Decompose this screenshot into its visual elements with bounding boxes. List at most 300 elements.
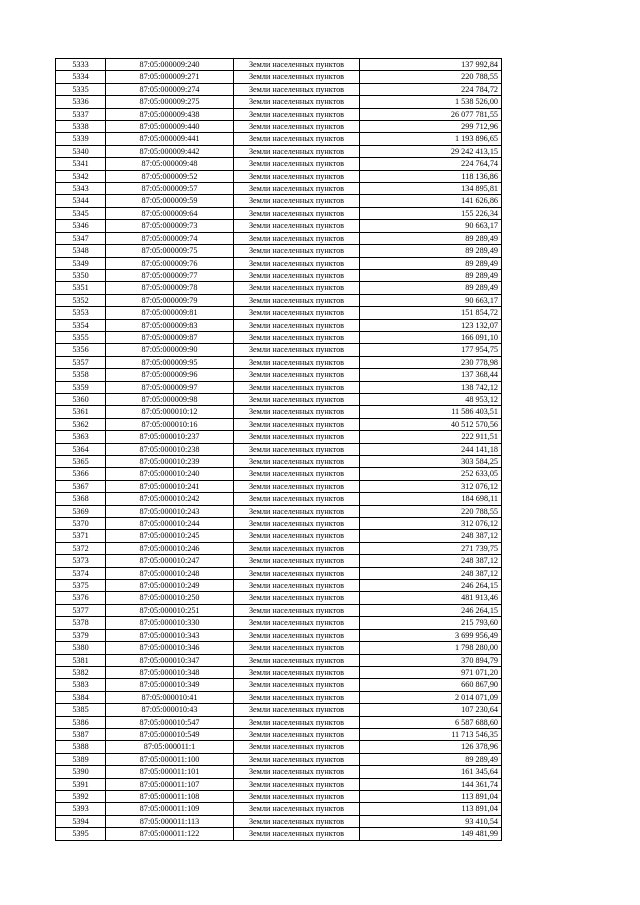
table-row bbox=[56, 183, 502, 195]
row-number-cell: 5365 bbox=[56, 456, 106, 468]
cadastral-number-cell: 87:05:000009:81 bbox=[106, 307, 234, 319]
cadastral-value-cell: 89 289,49 bbox=[360, 257, 502, 269]
land-category-cell: Земли населенных пунктов bbox=[234, 679, 360, 691]
land-category-cell: Земли населенных пунктов bbox=[234, 443, 360, 455]
table-row bbox=[56, 406, 502, 418]
land-category-cell: Земли населенных пунктов bbox=[234, 331, 360, 343]
cadastral-value-cell: 246 264,15 bbox=[360, 580, 502, 592]
table-row bbox=[56, 307, 502, 319]
table-row bbox=[56, 493, 502, 505]
row-number-cell: 5390 bbox=[56, 766, 106, 778]
cadastral-number-cell: 87:05:000009:97 bbox=[106, 381, 234, 393]
row-number-cell: 5373 bbox=[56, 555, 106, 567]
cadastral-number-cell: 87:05:000011:107 bbox=[106, 778, 234, 790]
cadastral-number-cell: 87:05:000009:76 bbox=[106, 257, 234, 269]
row-number-cell: 5343 bbox=[56, 183, 106, 195]
row-number-cell: 5353 bbox=[56, 307, 106, 319]
cadastral-number-cell: 87:05:000010:251 bbox=[106, 604, 234, 616]
land-category-cell: Земли населенных пунктов bbox=[234, 766, 360, 778]
cadastral-value-cell: 481 913,46 bbox=[360, 592, 502, 604]
cadastral-number-cell: 87:05:000011:108 bbox=[106, 790, 234, 802]
row-number-cell: 5348 bbox=[56, 245, 106, 257]
row-number-cell: 5352 bbox=[56, 294, 106, 306]
cadastral-value-cell: 11 586 403,51 bbox=[360, 406, 502, 418]
row-number-cell: 5382 bbox=[56, 666, 106, 678]
cadastral-number-cell: 87:05:000010:242 bbox=[106, 493, 234, 505]
table-row bbox=[56, 741, 502, 753]
cadastral-number-cell: 87:05:000009:74 bbox=[106, 232, 234, 244]
table-row bbox=[56, 666, 502, 678]
cadastral-number-cell: 87:05:000010:348 bbox=[106, 666, 234, 678]
table-row bbox=[56, 381, 502, 393]
row-number-cell: 5335 bbox=[56, 83, 106, 95]
cadastral-value-cell: 89 289,49 bbox=[360, 232, 502, 244]
land-category-cell: Земли населенных пунктов bbox=[234, 393, 360, 405]
land-category-cell: Земли населенных пунктов bbox=[234, 418, 360, 430]
row-number-cell: 5334 bbox=[56, 71, 106, 83]
cadastral-value-cell: 90 663,17 bbox=[360, 294, 502, 306]
table-row bbox=[56, 766, 502, 778]
table-row bbox=[56, 828, 502, 840]
cadastral-value-cell: 155 226,34 bbox=[360, 207, 502, 219]
table-row bbox=[56, 456, 502, 468]
row-number-cell: 5340 bbox=[56, 145, 106, 157]
land-category-cell: Земли населенных пунктов bbox=[234, 145, 360, 157]
row-number-cell: 5344 bbox=[56, 195, 106, 207]
cadastral-value-cell: 11 713 546,35 bbox=[360, 728, 502, 740]
row-number-cell: 5370 bbox=[56, 518, 106, 530]
cadastral-value-cell: 89 289,49 bbox=[360, 753, 502, 765]
land-category-cell: Земли населенных пунктов bbox=[234, 493, 360, 505]
cadastral-value-cell: 90 663,17 bbox=[360, 220, 502, 232]
table-row bbox=[56, 133, 502, 145]
row-number-cell: 5336 bbox=[56, 96, 106, 108]
row-number-cell: 5341 bbox=[56, 158, 106, 170]
table-row bbox=[56, 654, 502, 666]
land-category-cell: Земли населенных пунктов bbox=[234, 704, 360, 716]
cadastral-value-cell: 224 784,72 bbox=[360, 83, 502, 95]
cadastral-value-cell: 6 587 688,60 bbox=[360, 716, 502, 728]
cadastral-value-cell: 312 076,12 bbox=[360, 480, 502, 492]
cadastral-value-cell: 248 387,12 bbox=[360, 530, 502, 542]
cadastral-number-cell: 87:05:000009:59 bbox=[106, 195, 234, 207]
row-number-cell: 5394 bbox=[56, 815, 106, 827]
cadastral-number-cell: 87:05:000010:247 bbox=[106, 555, 234, 567]
cadastral-value-cell: 248 387,12 bbox=[360, 567, 502, 579]
land-category-cell: Земли населенных пунктов bbox=[234, 158, 360, 170]
table-row bbox=[56, 778, 502, 790]
table-row bbox=[56, 555, 502, 567]
table-row bbox=[56, 580, 502, 592]
table-row bbox=[56, 96, 502, 108]
row-number-cell: 5357 bbox=[56, 356, 106, 368]
table-row bbox=[56, 728, 502, 740]
cadastral-value-cell: 220 788,55 bbox=[360, 505, 502, 517]
cadastral-value-cell: 215 793,60 bbox=[360, 617, 502, 629]
cadastral-value-cell: 149 481,99 bbox=[360, 828, 502, 840]
cadastral-number-cell: 87:05:000009:95 bbox=[106, 356, 234, 368]
land-category-cell: Земли населенных пунктов bbox=[234, 369, 360, 381]
cadastral-number-cell: 87:05:000010:349 bbox=[106, 679, 234, 691]
land-category-cell: Земли населенных пунктов bbox=[234, 356, 360, 368]
land-category-cell: Земли населенных пунктов bbox=[234, 59, 360, 71]
row-number-cell: 5350 bbox=[56, 269, 106, 281]
cadastral-number-cell: 87:05:000011:122 bbox=[106, 828, 234, 840]
table-row bbox=[56, 604, 502, 616]
land-category-cell: Земли населенных пунктов bbox=[234, 592, 360, 604]
cadastral-number-cell: 87:05:000011:113 bbox=[106, 815, 234, 827]
table-row bbox=[56, 108, 502, 120]
row-number-cell: 5354 bbox=[56, 319, 106, 331]
land-category-cell: Земли населенных пунктов bbox=[234, 207, 360, 219]
row-number-cell: 5355 bbox=[56, 331, 106, 343]
cadastral-value-cell: 312 076,12 bbox=[360, 518, 502, 530]
table-row bbox=[56, 691, 502, 703]
table-row bbox=[56, 356, 502, 368]
land-category-cell: Земли населенных пунктов bbox=[234, 505, 360, 517]
land-category-cell: Земли населенных пунктов bbox=[234, 691, 360, 703]
cadastral-number-cell: 87:05:000011:1 bbox=[106, 741, 234, 753]
cadastral-value-cell: 271 739,75 bbox=[360, 542, 502, 554]
table-row bbox=[56, 245, 502, 257]
table-row bbox=[56, 567, 502, 579]
land-category-cell: Земли населенных пунктов bbox=[234, 728, 360, 740]
row-number-cell: 5376 bbox=[56, 592, 106, 604]
cadastral-number-cell: 87:05:000009:274 bbox=[106, 83, 234, 95]
cadastral-number-cell: 87:05:000009:75 bbox=[106, 245, 234, 257]
table-row bbox=[56, 257, 502, 269]
row-number-cell: 5342 bbox=[56, 170, 106, 182]
land-category-cell: Земли населенных пунктов bbox=[234, 567, 360, 579]
cadastral-value-cell: 126 378,96 bbox=[360, 741, 502, 753]
row-number-cell: 5392 bbox=[56, 790, 106, 802]
table-row bbox=[56, 294, 502, 306]
land-category-cell: Земли населенных пунктов bbox=[234, 642, 360, 654]
row-number-cell: 5391 bbox=[56, 778, 106, 790]
land-category-cell: Земли населенных пунктов bbox=[234, 480, 360, 492]
row-number-cell: 5380 bbox=[56, 642, 106, 654]
cadastral-value-cell: 89 289,49 bbox=[360, 269, 502, 281]
cadastral-number-cell: 87:05:000009:78 bbox=[106, 282, 234, 294]
row-number-cell: 5366 bbox=[56, 468, 106, 480]
table-row bbox=[56, 518, 502, 530]
land-category-cell: Земли населенных пунктов bbox=[234, 753, 360, 765]
table-row bbox=[56, 59, 502, 71]
cadastral-number-cell: 87:05:000010:246 bbox=[106, 542, 234, 554]
cadastral-value-cell: 48 953,12 bbox=[360, 393, 502, 405]
cadastral-number-cell: 87:05:000010:241 bbox=[106, 480, 234, 492]
land-category-cell: Земли населенных пунктов bbox=[234, 654, 360, 666]
cadastral-value-cell: 144 361,74 bbox=[360, 778, 502, 790]
land-category-cell: Земли населенных пунктов bbox=[234, 518, 360, 530]
table-row bbox=[56, 158, 502, 170]
cadastral-number-cell: 87:05:000010:249 bbox=[106, 580, 234, 592]
row-number-cell: 5374 bbox=[56, 567, 106, 579]
cadastral-number-cell: 87:05:000010:12 bbox=[106, 406, 234, 418]
table-row bbox=[56, 269, 502, 281]
cadastral-value-cell: 151 854,72 bbox=[360, 307, 502, 319]
table-row bbox=[56, 629, 502, 641]
cadastral-number-cell: 87:05:000010:237 bbox=[106, 431, 234, 443]
row-number-cell: 5393 bbox=[56, 803, 106, 815]
cadastral-value-cell: 89 289,49 bbox=[360, 245, 502, 257]
cadastral-value-cell: 222 911,51 bbox=[360, 431, 502, 443]
cadastral-value-cell: 123 132,07 bbox=[360, 319, 502, 331]
land-category-cell: Земли населенных пунктов bbox=[234, 617, 360, 629]
land-category-cell: Земли населенных пунктов bbox=[234, 257, 360, 269]
row-number-cell: 5358 bbox=[56, 369, 106, 381]
row-number-cell: 5369 bbox=[56, 505, 106, 517]
land-category-cell: Земли населенных пунктов bbox=[234, 815, 360, 827]
cadastral-number-cell: 87:05:000009:98 bbox=[106, 393, 234, 405]
row-number-cell: 5378 bbox=[56, 617, 106, 629]
cadastral-number-cell: 87:05:000010:347 bbox=[106, 654, 234, 666]
table-row bbox=[56, 716, 502, 728]
cadastral-value-cell: 134 895,81 bbox=[360, 183, 502, 195]
table-row bbox=[56, 617, 502, 629]
land-category-cell: Земли населенных пунктов bbox=[234, 245, 360, 257]
row-number-cell: 5347 bbox=[56, 232, 106, 244]
cadastral-number-cell: 87:05:000010:250 bbox=[106, 592, 234, 604]
land-category-cell: Земли населенных пунктов bbox=[234, 604, 360, 616]
table-row bbox=[56, 393, 502, 405]
cadastral-value-cell: 166 091,10 bbox=[360, 331, 502, 343]
land-category-cell: Земли населенных пунктов bbox=[234, 96, 360, 108]
cadastral-value-cell: 138 742,12 bbox=[360, 381, 502, 393]
land-category-cell: Земли населенных пунктов bbox=[234, 232, 360, 244]
row-number-cell: 5333 bbox=[56, 59, 106, 71]
land-category-cell: Земли населенных пунктов bbox=[234, 778, 360, 790]
row-number-cell: 5362 bbox=[56, 418, 106, 430]
cadastral-number-cell: 87:05:000010:346 bbox=[106, 642, 234, 654]
table-row bbox=[56, 145, 502, 157]
table-row bbox=[56, 331, 502, 343]
cadastral-value-cell: 113 891,04 bbox=[360, 790, 502, 802]
cadastral-value-cell: 299 712,96 bbox=[360, 121, 502, 133]
cadastral-number-cell: 87:05:000009:87 bbox=[106, 331, 234, 343]
row-number-cell: 5339 bbox=[56, 133, 106, 145]
table-row bbox=[56, 542, 502, 554]
cadastral-number-cell: 87:05:000011:109 bbox=[106, 803, 234, 815]
land-category-cell: Земли населенных пунктов bbox=[234, 220, 360, 232]
cadastral-value-cell: 177 954,75 bbox=[360, 344, 502, 356]
table-row bbox=[56, 418, 502, 430]
row-number-cell: 5377 bbox=[56, 604, 106, 616]
cadastral-number-cell: 87:05:000011:100 bbox=[106, 753, 234, 765]
row-number-cell: 5379 bbox=[56, 629, 106, 641]
cadastral-value-cell: 244 141,18 bbox=[360, 443, 502, 455]
table-row bbox=[56, 170, 502, 182]
land-category-cell: Земли населенных пунктов bbox=[234, 307, 360, 319]
table-row bbox=[56, 753, 502, 765]
row-number-cell: 5345 bbox=[56, 207, 106, 219]
row-number-cell: 5372 bbox=[56, 542, 106, 554]
row-number-cell: 5346 bbox=[56, 220, 106, 232]
table-row bbox=[56, 704, 502, 716]
row-number-cell: 5384 bbox=[56, 691, 106, 703]
row-number-cell: 5361 bbox=[56, 406, 106, 418]
land-category-cell: Земли населенных пунктов bbox=[234, 741, 360, 753]
land-category-cell: Земли населенных пунктов bbox=[234, 183, 360, 195]
row-number-cell: 5364 bbox=[56, 443, 106, 455]
land-category-cell: Земли населенных пунктов bbox=[234, 666, 360, 678]
table-row bbox=[56, 282, 502, 294]
cadastral-value-cell: 1 538 526,00 bbox=[360, 96, 502, 108]
land-category-cell: Земли населенных пунктов bbox=[234, 344, 360, 356]
table-row bbox=[56, 443, 502, 455]
row-number-cell: 5386 bbox=[56, 716, 106, 728]
cadastral-number-cell: 87:05:000010:245 bbox=[106, 530, 234, 542]
cadastral-number-cell: 87:05:000010:343 bbox=[106, 629, 234, 641]
row-number-cell: 5371 bbox=[56, 530, 106, 542]
cadastral-value-cell: 230 778,98 bbox=[360, 356, 502, 368]
cadastral-value-cell: 246 264,15 bbox=[360, 604, 502, 616]
cadastral-value-cell: 660 867,90 bbox=[360, 679, 502, 691]
cadastral-number-cell: 87:05:000010:240 bbox=[106, 468, 234, 480]
row-number-cell: 5388 bbox=[56, 741, 106, 753]
table-row bbox=[56, 431, 502, 443]
cadastral-number-cell: 87:05:000009:438 bbox=[106, 108, 234, 120]
table-row bbox=[56, 344, 502, 356]
cadastral-number-cell: 87:05:000010:549 bbox=[106, 728, 234, 740]
cadastral-number-cell: 87:05:000009:442 bbox=[106, 145, 234, 157]
cadastral-number-cell: 87:05:000010:41 bbox=[106, 691, 234, 703]
cadastral-number-cell: 87:05:000010:239 bbox=[106, 456, 234, 468]
cadastral-number-cell: 87:05:000010:238 bbox=[106, 443, 234, 455]
cadastral-number-cell: 87:05:000010:330 bbox=[106, 617, 234, 629]
row-number-cell: 5337 bbox=[56, 108, 106, 120]
cadastral-value-cell: 141 626,86 bbox=[360, 195, 502, 207]
cadastral-number-cell: 87:05:000009:96 bbox=[106, 369, 234, 381]
table-row bbox=[56, 468, 502, 480]
cadastral-value-cell: 3 699 956,49 bbox=[360, 629, 502, 641]
cadastral-number-cell: 87:05:000009:83 bbox=[106, 319, 234, 331]
row-number-cell: 5381 bbox=[56, 654, 106, 666]
cadastral-value-cell: 113 891,04 bbox=[360, 803, 502, 815]
table-row bbox=[56, 220, 502, 232]
row-number-cell: 5360 bbox=[56, 393, 106, 405]
cadastral-value-cell: 370 894,79 bbox=[360, 654, 502, 666]
land-category-cell: Земли населенных пунктов bbox=[234, 530, 360, 542]
cadastral-number-cell: 87:05:000009:90 bbox=[106, 344, 234, 356]
row-number-cell: 5385 bbox=[56, 704, 106, 716]
cadastral-value-cell: 137 368,44 bbox=[360, 369, 502, 381]
land-category-cell: Земли населенных пунктов bbox=[234, 319, 360, 331]
cadastral-value-cell: 40 512 570,56 bbox=[360, 418, 502, 430]
cadastral-number-cell: 87:05:000009:240 bbox=[106, 59, 234, 71]
cadastral-number-cell: 87:05:000011:101 bbox=[106, 766, 234, 778]
cadastral-value-cell: 303 584,25 bbox=[360, 456, 502, 468]
cadastral-value-cell: 184 698,11 bbox=[360, 493, 502, 505]
cadastral-number-cell: 87:05:000010:16 bbox=[106, 418, 234, 430]
table-row bbox=[56, 679, 502, 691]
table-row bbox=[56, 207, 502, 219]
land-category-cell: Земли населенных пунктов bbox=[234, 406, 360, 418]
land-category-cell: Земли населенных пунктов bbox=[234, 294, 360, 306]
cadastral-value-cell: 248 387,12 bbox=[360, 555, 502, 567]
land-category-cell: Земли населенных пунктов bbox=[234, 431, 360, 443]
land-category-cell: Земли населенных пунктов bbox=[234, 269, 360, 281]
cadastral-value-cell: 252 633,05 bbox=[360, 468, 502, 480]
row-number-cell: 5351 bbox=[56, 282, 106, 294]
cadastral-value-cell: 971 071,20 bbox=[360, 666, 502, 678]
row-number-cell: 5389 bbox=[56, 753, 106, 765]
cadastral-value-cell: 220 788,55 bbox=[360, 71, 502, 83]
table-row bbox=[56, 121, 502, 133]
cadastral-value-cell: 26 077 781,55 bbox=[360, 108, 502, 120]
table-row bbox=[56, 790, 502, 802]
land-category-cell: Земли населенных пунктов bbox=[234, 468, 360, 480]
land-category-cell: Земли населенных пунктов bbox=[234, 629, 360, 641]
cadastral-number-cell: 87:05:000010:547 bbox=[106, 716, 234, 728]
cadastral-number-cell: 87:05:000010:244 bbox=[106, 518, 234, 530]
row-number-cell: 5375 bbox=[56, 580, 106, 592]
land-category-cell: Земли населенных пунктов bbox=[234, 121, 360, 133]
table-row bbox=[56, 195, 502, 207]
table-row bbox=[56, 592, 502, 604]
table-row bbox=[56, 803, 502, 815]
cadastral-value-cell: 107 230,64 bbox=[360, 704, 502, 716]
land-category-cell: Земли населенных пунктов bbox=[234, 195, 360, 207]
cadastral-number-cell: 87:05:000009:52 bbox=[106, 170, 234, 182]
cadastral-number-cell: 87:05:000009:79 bbox=[106, 294, 234, 306]
row-number-cell: 5387 bbox=[56, 728, 106, 740]
cadastral-number-cell: 87:05:000009:275 bbox=[106, 96, 234, 108]
cadastral-value-cell: 93 410,54 bbox=[360, 815, 502, 827]
cadastral-value-cell: 118 136,86 bbox=[360, 170, 502, 182]
cadastral-number-cell: 87:05:000010:248 bbox=[106, 567, 234, 579]
cadastral-value-cell: 161 345,64 bbox=[360, 766, 502, 778]
land-category-cell: Земли населенных пунктов bbox=[234, 71, 360, 83]
table-row bbox=[56, 505, 502, 517]
land-category-cell: Земли населенных пунктов bbox=[234, 790, 360, 802]
cadastral-number-cell: 87:05:000009:271 bbox=[106, 71, 234, 83]
cadastral-number-cell: 87:05:000009:73 bbox=[106, 220, 234, 232]
table-row bbox=[56, 319, 502, 331]
land-category-cell: Земли населенных пунктов bbox=[234, 580, 360, 592]
table-row bbox=[56, 83, 502, 95]
cadastral-value-cell: 1 798 280,00 bbox=[360, 642, 502, 654]
row-number-cell: 5359 bbox=[56, 381, 106, 393]
row-number-cell: 5349 bbox=[56, 257, 106, 269]
table-row bbox=[56, 530, 502, 542]
land-category-cell: Земли населенных пунктов bbox=[234, 555, 360, 567]
cadastral-number-cell: 87:05:000009:440 bbox=[106, 121, 234, 133]
land-category-cell: Земли населенных пунктов bbox=[234, 716, 360, 728]
land-category-cell: Земли населенных пунктов bbox=[234, 542, 360, 554]
row-number-cell: 5368 bbox=[56, 493, 106, 505]
table-row bbox=[56, 369, 502, 381]
cadastral-value-cell: 2 014 071,09 bbox=[360, 691, 502, 703]
row-number-cell: 5338 bbox=[56, 121, 106, 133]
cadastral-number-cell: 87:05:000009:64 bbox=[106, 207, 234, 219]
cadastral-number-cell: 87:05:000009:57 bbox=[106, 183, 234, 195]
cadastral-number-cell: 87:05:000010:43 bbox=[106, 704, 234, 716]
land-category-cell: Земли населенных пунктов bbox=[234, 803, 360, 815]
table-row bbox=[56, 232, 502, 244]
land-category-cell: Земли населенных пунктов bbox=[234, 828, 360, 840]
cadastral-value-cell: 29 242 413,15 bbox=[360, 145, 502, 157]
land-category-cell: Земли населенных пунктов bbox=[234, 83, 360, 95]
cadastral-number-cell: 87:05:000009:77 bbox=[106, 269, 234, 281]
row-number-cell: 5395 bbox=[56, 828, 106, 840]
row-number-cell: 5356 bbox=[56, 344, 106, 356]
table-row bbox=[56, 815, 502, 827]
cadastral-value-cell: 137 992,84 bbox=[360, 59, 502, 71]
row-number-cell: 5367 bbox=[56, 480, 106, 492]
cadastral-number-cell: 87:05:000010:243 bbox=[106, 505, 234, 517]
cadastral-number-cell: 87:05:000009:48 bbox=[106, 158, 234, 170]
